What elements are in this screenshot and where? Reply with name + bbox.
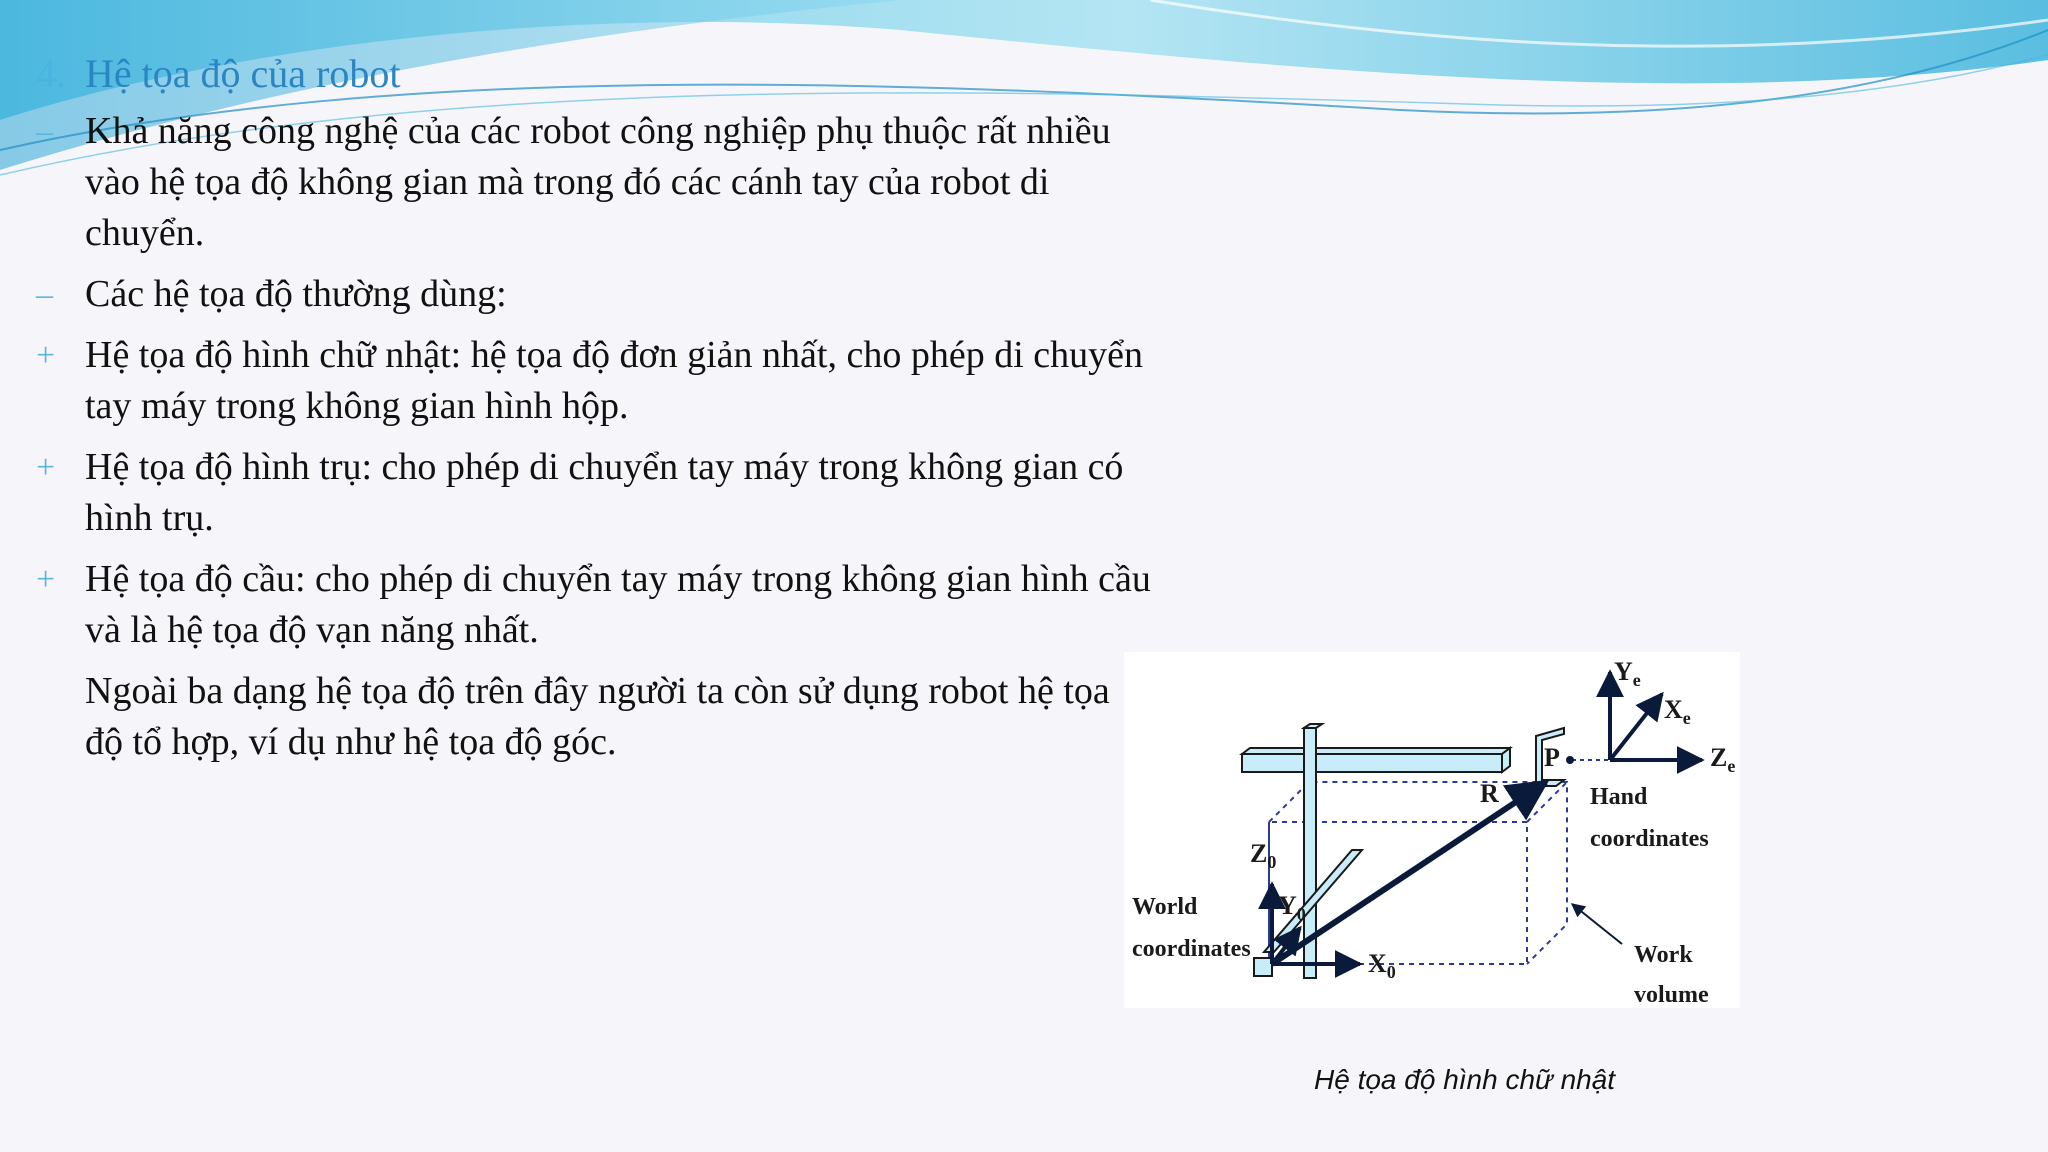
xe-subscript: e	[1682, 708, 1691, 728]
xe-label: X	[1664, 695, 1683, 724]
svg-text:Ye	[1614, 657, 1641, 690]
list-item-text: Hệ tọa độ hình chữ nhật: hệ tọa độ đơn giản nhất, cho phép di chuyển tay máy trong không gian hình hộp.	[85, 334, 1143, 427]
slide-heading	[36, 48, 1156, 100]
plus-bullet-icon: +	[36, 337, 56, 374]
ze-subscript: e	[1727, 756, 1736, 776]
heading-title: Hệ tọa độ của robot	[85, 51, 401, 96]
ye-subscript: e	[1632, 670, 1641, 690]
svg-text:Z0	[1250, 839, 1276, 872]
list-item-text: Khả năng công nghệ của các robot công nghiệp phụ thuộc rất nhiều vào hệ tọa độ không gian mà trong đó các cánh tay của robot di chuyển.	[85, 110, 1111, 254]
hand-label-line2: coordinates	[1590, 826, 1709, 852]
plus-bullet-icon: +	[36, 561, 56, 598]
work-volume-pointer	[1572, 904, 1622, 944]
work-label-line1: Work	[1634, 942, 1693, 968]
y0-label: Y	[1278, 891, 1297, 920]
hand-label-line1: Hand	[1590, 784, 1648, 810]
dash-bullet-icon: –	[36, 113, 53, 150]
point-p-marker	[1566, 756, 1574, 764]
svg-text:Ze	[1710, 743, 1735, 776]
plus-bullet-icon: +	[36, 449, 56, 486]
r-label: R	[1480, 779, 1499, 808]
figure-caption: Hệ tọa độ hình chữ nhật	[1314, 1064, 1616, 1095]
list-item	[36, 269, 1156, 320]
list-item-text: Các hệ tọa độ thường dùng:	[85, 273, 507, 315]
world-label-line2: coordinates	[1132, 936, 1251, 962]
robot-diagram	[1124, 652, 1740, 1008]
list-item-text: Hệ tọa độ hình trụ: cho phép di chuyển tay máy trong không gian có hình trụ.	[85, 446, 1124, 539]
list-item-text: Ngoài ba dạng hệ tọa độ trên đây người ta còn sử dụng robot hệ tọa độ tổ hợp, ví dụ như hệ tọa độ góc.	[85, 670, 1110, 763]
x0-subscript: 0	[1386, 962, 1396, 982]
cartesian-robot-figure	[1124, 652, 1740, 1008]
ye-label: Y	[1614, 657, 1633, 686]
list-item	[36, 554, 1156, 656]
x0-label: X	[1368, 949, 1387, 978]
y0-subscript: 0	[1296, 904, 1306, 924]
list-item	[36, 330, 1156, 432]
list-item	[36, 106, 1156, 259]
svg-text:Y0	[1278, 891, 1306, 924]
slide-content	[36, 48, 1156, 778]
heading-number: 4.	[36, 51, 66, 96]
svg-text:Xe	[1664, 695, 1691, 728]
dash-bullet-icon: –	[36, 276, 53, 313]
list-item	[36, 442, 1156, 544]
z0-label: Z	[1250, 839, 1268, 868]
list-item	[36, 666, 1156, 768]
world-label-line1: World	[1132, 894, 1198, 920]
p-label: P	[1544, 743, 1560, 772]
work-label-line2: volume	[1634, 982, 1709, 1008]
xe-axis-arrow	[1610, 694, 1662, 760]
list-item-spacer	[36, 666, 85, 768]
list-item-text: Hệ tọa độ cầu: cho phép di chuyển tay máy trong không gian hình cầu và là hệ tọa độ vạn năng nhất.	[85, 558, 1151, 651]
z0-subscript: 0	[1267, 852, 1277, 872]
ze-label: Z	[1710, 743, 1728, 772]
svg-text:X0	[1368, 949, 1396, 982]
